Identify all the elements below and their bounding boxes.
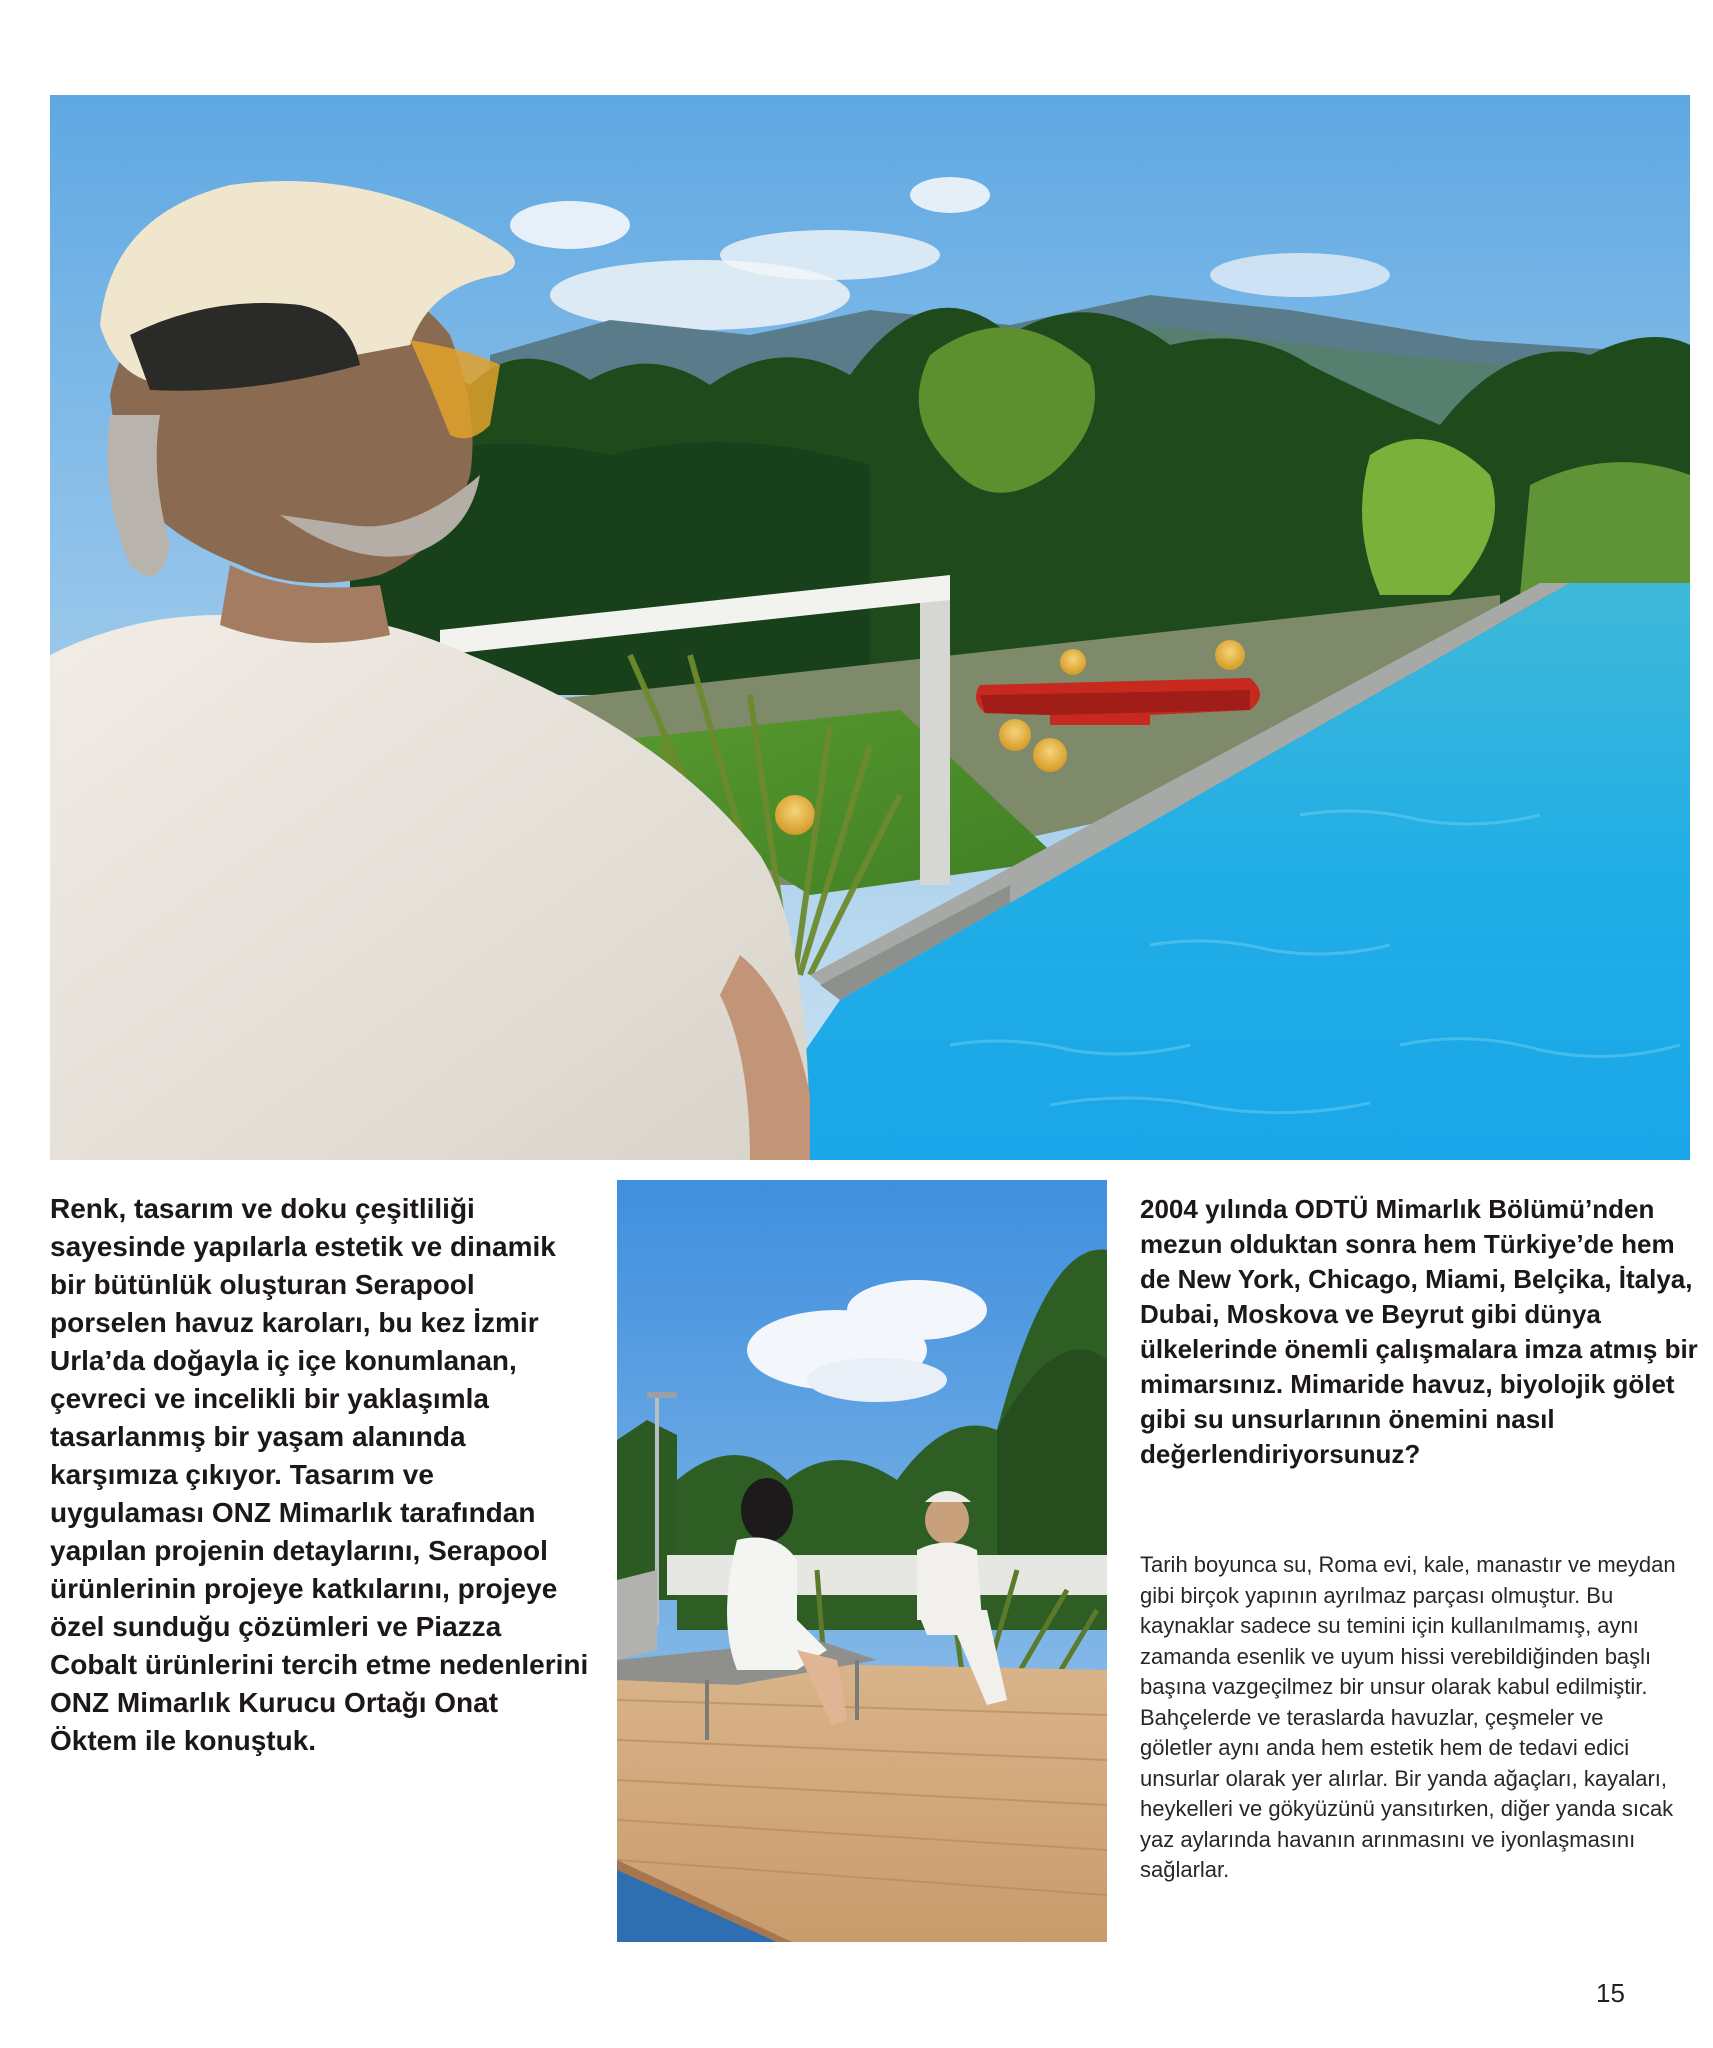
interview-question: 2004 yılında ODTÜ Mimarlık Bölümü’nden mezun olduktan sonra hem Türkiye’de hem de New York, Chicago, Miami, Belçika, İtalya, Dubai, Moskova ve Beyrut gibi dünya ülkelerinde önemli çalışmalara imza atmış bir mimarsınız. Mimaride havuz, biyolojik gölet gibi su unsurlarının önemini nasıl değerlendiriyorsunuz?	[1140, 1194, 1698, 1469]
photo-interview-on-deck	[617, 1180, 1107, 1942]
interview-answer: Tarih boyunca su, Roma evi, kale, manastır ve meydan gibi birçok yapının ayrılmaz parçası olmuştur. Bu kaynaklar sadece su temini için kullanılmamış, aynı zamanda esenlik ve uyum hissi verebildiğinden başlı başına vazgeçilmez bir unsur olarak kabul edilmiştir. Bahçelerde ve teraslarda havuzlar, çeşmeler ve göletler aynı anda hem estetik hem de tedavi edici unsurlar olarak yer alırlar. Bir yanda ağaçları, kayaları, heykelleri ve gökyüzünü yansıtırken, diğer yanda sıcak yaz aylarında havanın arınmasını ve iyonlaşmasını sağlarlar.	[1140, 1552, 1676, 1882]
hero-photo-pool-garden	[50, 95, 1690, 1160]
article-intro: Renk, tasarım ve doku çeşitliliği sayesinde yapılarla estetik ve dinamik bir bütünlük oluşturan Serapool porselen havuz karoları, bu kez İzmir Urla’da doğayla iç içe konumlanan, çevreci ve incelikli bir yaklaşımla tasarlanmış bir yaşam alanında karşımıza çıkıyor. Tasarım ve uygulaması ONZ Mimarlık tarafından yapılan projenin detaylarını, Serapool ürünlerinin projeye katkılarını, projeye özel sunduğu çözümleri ve Piazza Cobalt ürünlerini tercih etme nedenlerini ONZ Mimarlık Kurucu Ortağı Onat Öktem ile konuştuk.	[50, 1193, 589, 1756]
page-number: 15	[1596, 1978, 1625, 2008]
